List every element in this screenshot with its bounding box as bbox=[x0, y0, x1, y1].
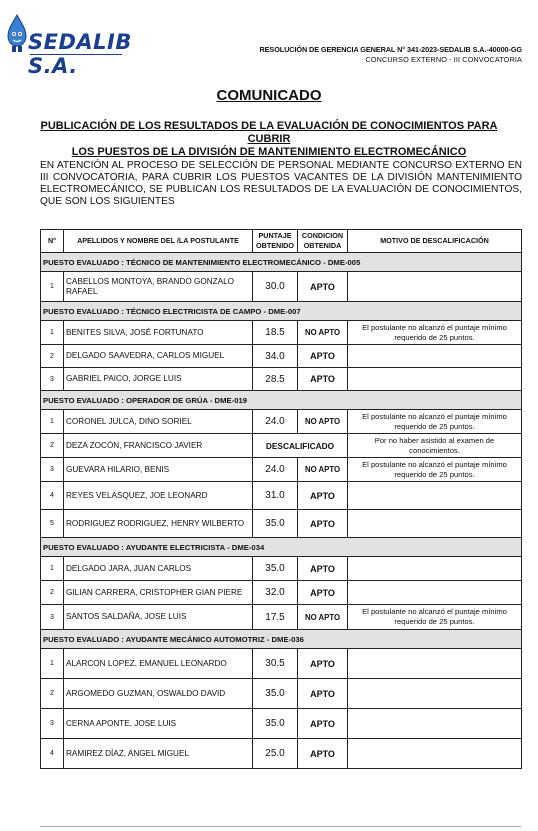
row-number: 1 bbox=[41, 410, 64, 434]
condition-cell: APTO bbox=[298, 272, 348, 302]
condition-cell: NO APTO bbox=[298, 458, 348, 482]
row-number: 4 bbox=[41, 482, 64, 510]
table-row bbox=[41, 345, 522, 368]
table-row bbox=[41, 510, 522, 538]
applicant-name: REYES VELASQUEZ, JOE LEONARD bbox=[64, 482, 253, 510]
disqualification-reason bbox=[348, 557, 522, 581]
header-num: N° bbox=[41, 230, 64, 253]
score-cell: 35.0 bbox=[253, 557, 298, 581]
disqualification-reason bbox=[348, 709, 522, 739]
subtitle-line-2: LOS PUESTOS DE LA DIVISIÓN DE MANTENIMIENTO ELECTROMECÁNICO bbox=[71, 146, 467, 158]
section-title: PUESTO EVALUADO : OPERADOR DE GRÚA - DME-019 bbox=[41, 391, 522, 410]
resolution-number: RESOLUCIÓN DE GERENCIA GENERAL N° 341-2023-SEDALIB S.A.-40000-GG bbox=[259, 45, 522, 54]
disqualification-reason: El postulante no alcanzó el puntaje mínimo requerido de 25 puntos. bbox=[348, 410, 522, 434]
score-cell: 35.0 bbox=[253, 510, 298, 538]
table-row bbox=[41, 368, 522, 391]
logo-underline bbox=[30, 54, 122, 55]
disqualification-reason bbox=[348, 368, 522, 391]
section-header-row bbox=[41, 302, 522, 321]
condition-cell: DESCALIFICADO bbox=[253, 434, 348, 458]
applicant-name: DELGADO SAAVEDRA, CARLOS MIGUEL bbox=[64, 345, 253, 368]
water-drop-mascot-icon bbox=[6, 14, 28, 54]
score-cell: 35.0 bbox=[253, 679, 298, 709]
row-number: 2 bbox=[41, 679, 64, 709]
score-cell: 17.5 bbox=[253, 605, 298, 630]
applicant-name: GUEVARA HILARIO, BENIS bbox=[64, 458, 253, 482]
condition-cell: NO APTO bbox=[298, 605, 348, 630]
header-condition: CONDICION OBTENIDA bbox=[298, 230, 348, 253]
header-score: PUNTAJE OBTENIDO bbox=[253, 230, 298, 253]
condition-cell: NO APTO bbox=[298, 410, 348, 434]
condition-cell: APTO bbox=[298, 482, 348, 510]
document-title: COMUNICADO bbox=[216, 87, 322, 104]
disqualification-reason: Por no haber asistido al examen de conocimientos. bbox=[348, 434, 522, 458]
document-subtitle bbox=[30, 120, 508, 159]
table-row bbox=[41, 605, 522, 630]
score-cell: 28.5 bbox=[253, 368, 298, 391]
score-cell: 30.0 bbox=[253, 272, 298, 302]
disqualification-reason: El postulante no alcanzó el puntaje mínimo requerido de 25 puntos. bbox=[348, 321, 522, 345]
table-row bbox=[41, 557, 522, 581]
row-number: 2 bbox=[41, 434, 64, 458]
applicant-name: DELGADO JARA, JUAN CARLOS bbox=[64, 557, 253, 581]
score-cell: 35.0 bbox=[253, 709, 298, 739]
section-header-row bbox=[41, 538, 522, 557]
applicant-name: DEZA ZOCÓN, FRANCISCO JAVIER bbox=[64, 434, 253, 458]
disqualification-reason bbox=[348, 679, 522, 709]
row-number: 3 bbox=[41, 368, 64, 391]
table-row bbox=[41, 581, 522, 605]
table-row bbox=[41, 272, 522, 302]
score-cell: 18.5 bbox=[253, 321, 298, 345]
section-header-row bbox=[41, 630, 522, 649]
disqualification-reason bbox=[348, 345, 522, 368]
condition-cell: APTO bbox=[298, 368, 348, 391]
table-row bbox=[41, 709, 522, 739]
score-cell: 24.0 bbox=[253, 410, 298, 434]
disqualification-reason bbox=[348, 581, 522, 605]
table-row bbox=[41, 410, 522, 434]
table-body bbox=[41, 253, 522, 769]
table-row bbox=[41, 458, 522, 482]
resolution-block bbox=[259, 45, 522, 64]
disqualification-reason bbox=[348, 649, 522, 679]
row-number: 1 bbox=[41, 272, 64, 302]
condition-cell: NO APTO bbox=[298, 321, 348, 345]
condition-cell: APTO bbox=[298, 709, 348, 739]
contest-label: CONCURSO EXTERNO - III CONVOCATORIA bbox=[365, 55, 522, 64]
row-number: 3 bbox=[41, 709, 64, 739]
row-number: 4 bbox=[41, 739, 64, 769]
condition-cell: APTO bbox=[298, 345, 348, 368]
applicant-name: GILIAN CARRERA, CRISTOPHER GIAN PIERE bbox=[64, 581, 253, 605]
section-title: PUESTO EVALUADO : AYUDANTE MECÁNICO AUTOMOTRIZ - DME-036 bbox=[41, 630, 522, 649]
disqualification-reason bbox=[348, 482, 522, 510]
applicant-name: CORONEL JULCA, DINO SORIEL bbox=[64, 410, 253, 434]
condition-cell: APTO bbox=[298, 679, 348, 709]
score-cell: 24.0 bbox=[253, 458, 298, 482]
logo-text: SEDALIB S.A. bbox=[28, 30, 132, 78]
row-number: 1 bbox=[41, 557, 64, 581]
applicant-name: BENITES SILVA, JOSÉ FORTUNATO bbox=[64, 321, 253, 345]
disqualification-reason: El postulante no alcanzó el puntaje mínimo requerido de 25 puntos. bbox=[348, 605, 522, 630]
disqualification-reason bbox=[348, 272, 522, 302]
row-number: 3 bbox=[41, 458, 64, 482]
row-number: 1 bbox=[41, 649, 64, 679]
condition-cell: APTO bbox=[298, 510, 348, 538]
applicant-name: GABRIEL PAICO, JORGE LUIS bbox=[64, 368, 253, 391]
disqualification-reason bbox=[348, 510, 522, 538]
header-name: APELLIDOS Y NOMBRE DEL /LA POSTULANTE bbox=[64, 230, 253, 253]
section-header-row bbox=[41, 391, 522, 410]
results-table bbox=[40, 229, 522, 769]
intro-paragraph: EN ATENCIÓN AL PROCESO DE SELECCIÓN DE PERSONAL MEDIANTE CONCURSO EXTERNO EN III CONVOCATORIA, PARA CUBRIR LOS PUESTOS VACANTES DE LA DIVISIÓN MANTENIMIENTO ELECTROMECÁNICO, SE PUBLICAN LOS RESULTADOS DE LA EVALUACIÓN DE CONOCIMIENTOS, QUE SON LOS SIGUIENTES bbox=[40, 160, 522, 207]
condition-cell: APTO bbox=[298, 739, 348, 769]
table-header-row bbox=[41, 230, 522, 253]
score-cell: 30.5 bbox=[253, 649, 298, 679]
applicant-name: RODRIGUEZ RODRIGUEZ, HENRY WILBERTO bbox=[64, 510, 253, 538]
applicant-name: ALARCON LOPEZ, EMANUEL LEONARDO bbox=[64, 649, 253, 679]
condition-cell: APTO bbox=[298, 649, 348, 679]
applicant-name: ARGOMEDO GUZMAN, OSWALDO DAVID bbox=[64, 679, 253, 709]
score-cell: 32.0 bbox=[253, 581, 298, 605]
condition-cell: APTO bbox=[298, 581, 348, 605]
disqualification-reason: El postulante no alcanzó el puntaje mínimo requerido de 25 puntos. bbox=[348, 458, 522, 482]
row-number: 1 bbox=[41, 321, 64, 345]
table-row bbox=[41, 649, 522, 679]
section-title: PUESTO EVALUADO : TÉCNICO DE MANTENIMIENTO ELECTROMECÁNICO - DME-005 bbox=[41, 253, 522, 272]
table-row bbox=[41, 434, 522, 458]
applicant-name: RAMIREZ DÍAZ, ANGEL MIGUEL bbox=[64, 739, 253, 769]
company-logo bbox=[6, 14, 146, 78]
applicant-name: SANTOS SALDAÑA, JOSE LUIS bbox=[64, 605, 253, 630]
row-number: 2 bbox=[41, 581, 64, 605]
row-number: 3 bbox=[41, 605, 64, 630]
disqualification-reason bbox=[348, 739, 522, 769]
score-cell: 25.0 bbox=[253, 739, 298, 769]
section-header-row bbox=[41, 253, 522, 272]
header-reason: MOTIVO DE DESCALIFICACIÓN bbox=[348, 230, 522, 253]
table-row bbox=[41, 482, 522, 510]
applicant-name: CABELLOS MONTOYA, BRANDO GONZALO RAFAEL bbox=[64, 272, 253, 302]
score-cell: 34.0 bbox=[253, 345, 298, 368]
condition-cell: APTO bbox=[298, 557, 348, 581]
subtitle-line-1: PUBLICACIÓN DE LOS RESULTADOS DE LA EVALUACIÓN DE CONOCIMIENTOS PARA CUBRIR bbox=[40, 120, 498, 145]
table-row bbox=[41, 679, 522, 709]
section-title: PUESTO EVALUADO : TÉCNICO ELECTRICISTA DE CAMPO - DME-007 bbox=[41, 302, 522, 321]
score-cell: 31.0 bbox=[253, 482, 298, 510]
table-row bbox=[41, 739, 522, 769]
applicant-name: CERNA APONTE, JOSE LUIS bbox=[64, 709, 253, 739]
row-number: 5 bbox=[41, 510, 64, 538]
page-bottom-divider bbox=[40, 826, 521, 827]
row-number: 2 bbox=[41, 345, 64, 368]
section-title: PUESTO EVALUADO : AYUDANTE ELECTRICISTA - DME-034 bbox=[41, 538, 522, 557]
table-row bbox=[41, 321, 522, 345]
